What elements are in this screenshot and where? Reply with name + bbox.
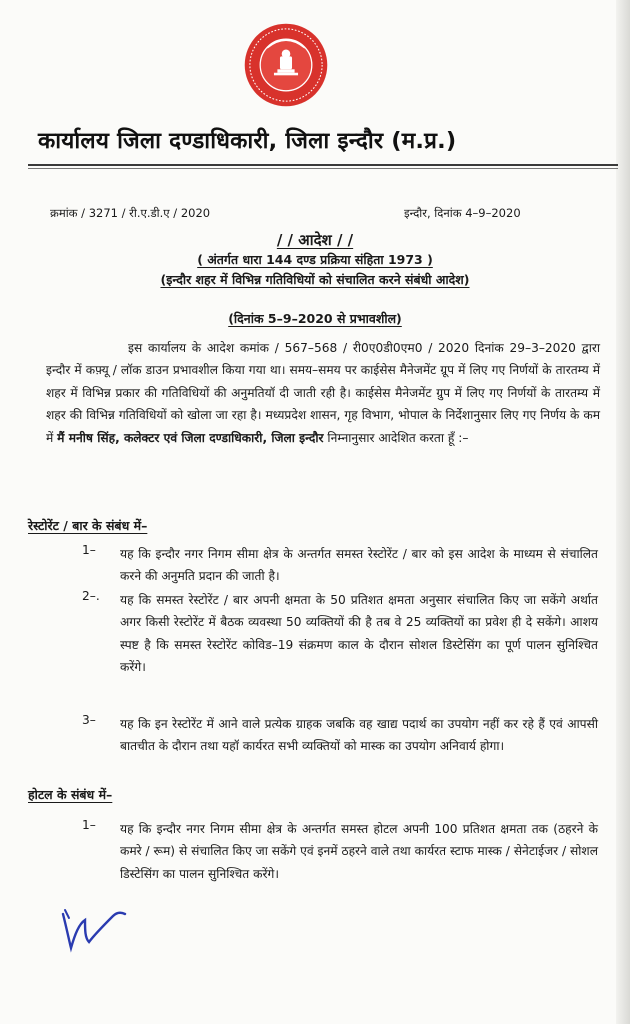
item-text: यह कि इन्दौर नगर निगम सीमा क्षेत्र के अन्तर्गत समस्त रेस्टोरेंट / बार को इस आदेश के माध्यम से संचालित करने की अनुमति प्रदान की जाती है। bbox=[120, 547, 598, 584]
paper-edge bbox=[616, 0, 630, 1024]
header-rule bbox=[28, 164, 618, 166]
section-heading-restaurant: रेस्टोरेंट / बार के संबंध में– bbox=[28, 518, 148, 533]
mp-government-seal-icon bbox=[243, 22, 329, 108]
item-number: 1– bbox=[82, 818, 96, 832]
item-number: 3– bbox=[82, 713, 96, 727]
order-heading: / / आदेश / / bbox=[276, 231, 354, 249]
item-text: यह कि इन्दौर नगर निगम सीमा क्षेत्र के अन्तर्गत समस्त होटल अपनी 100 प्रतिशत क्षमता तक (ठहरने के कमरे / रूम) से संचालित किए जा सकेंगे एवं इनमें ठहरने वाले तथा कार्यरत स्टाफ मास्क / सेनेटाईजर / सोशल डिस्टेसिंग का पालन सुनिश्चित करेंगे। bbox=[120, 822, 598, 881]
issuer-name: मैं मनीष सिंह, कलेक्टर एवं जिला दण्डाधिकारी, जिला इन्दौर bbox=[57, 430, 324, 445]
item-text: यह कि समस्त रेस्टोरेंट / बार अपनी क्षमता के 50 प्रतिशत क्षमता अनुसार संचालित किए जा सकेंगे अर्थात अगर किसी रेस्टोरेंट में बैठक व्यवस्था 50 व्यक्तियों की है तब वे 25 व्यक्तियों का प्रवेश ही दे सकेंगे। आशय स्पष्ट है कि समस्त रेस्टोरेंट कोविड–19 संक्रमण काल के दौरान सोशल डिस्टेसिंग का पूर्ण पालन सुनिश्चित करेंगे। bbox=[120, 593, 598, 675]
item-number: 1– bbox=[82, 543, 96, 557]
order-subtitle-section: ( अंतर्गत धारा 144 दण्ड प्रक्रिया संहिता 1973 ) bbox=[197, 252, 433, 267]
effective-date: (दिनांक 5–9–2020 से प्रभावशील) bbox=[228, 311, 402, 326]
office-title: कार्यालय जिला दण्डाधिकारी, जिला इन्दौर (म.प्र.) bbox=[38, 128, 457, 154]
item-number: 2–. bbox=[82, 589, 100, 603]
place-date: इन्दौर, दिनांक 4–9–2020 bbox=[404, 206, 521, 220]
header-rule-secondary bbox=[28, 168, 618, 169]
intro-paragraph: इस कार्यालय के आदेश कमांक / 567–568 / री0ए0डी0एम0 / 2020 दिनांक 29–3–2020 द्वारा इन्दौर में कफ़्यू / लॉक डाउन प्रभावशील किया गया था। समय–समय पर काईसेस मैनेजमेंट ग्रूप में लिए गए निर्णयों के तारतम्य में शहर में विभिन्न प्रकार की गतिविधियों की अनुमतियॉ दी जाती रही है। काईसेस मैनेजमेंट ग्रुप में लिए गए निर्णयों के तारतम्य में शहर की विभिन्न गतिविधियों को खोला जा रहा है। मध्यप्रदेश शासन, गृह विभाग, भोपाल के निर्देशानुसार लिए गए निर्णय के कम में मैं मनीष सिंह, कलेक्टर एवं जिला दण्डाधिकारी, जिला इन्दौर निम्नानुसार आदेशित करता हूँ :– bbox=[46, 341, 600, 445]
signature-mark bbox=[55, 900, 135, 960]
order-subtitle-subject: (इन्दौर शहर में विभिन्न गतिविधियों को संचालित करने संबंधी आदेश) bbox=[160, 272, 470, 287]
section-heading-hotel: होटल के संबंध में– bbox=[28, 787, 113, 802]
item-text: यह कि इन रेस्टोरेंट में आने वाले प्रत्येक ग्राहक जबकि वह खाद्य पदार्थ का उपयोग नहीं कर रहे हैं एवं आपसी बातचीत के दौरान तथा यहॉ कार्यरत सभी व्यक्तियों को मास्क का उपयोग अनिवार्य होगा। bbox=[120, 717, 598, 754]
reference-number: क्रमांक / 3271 / री.ए.डी.ए / 2020 bbox=[50, 206, 211, 220]
